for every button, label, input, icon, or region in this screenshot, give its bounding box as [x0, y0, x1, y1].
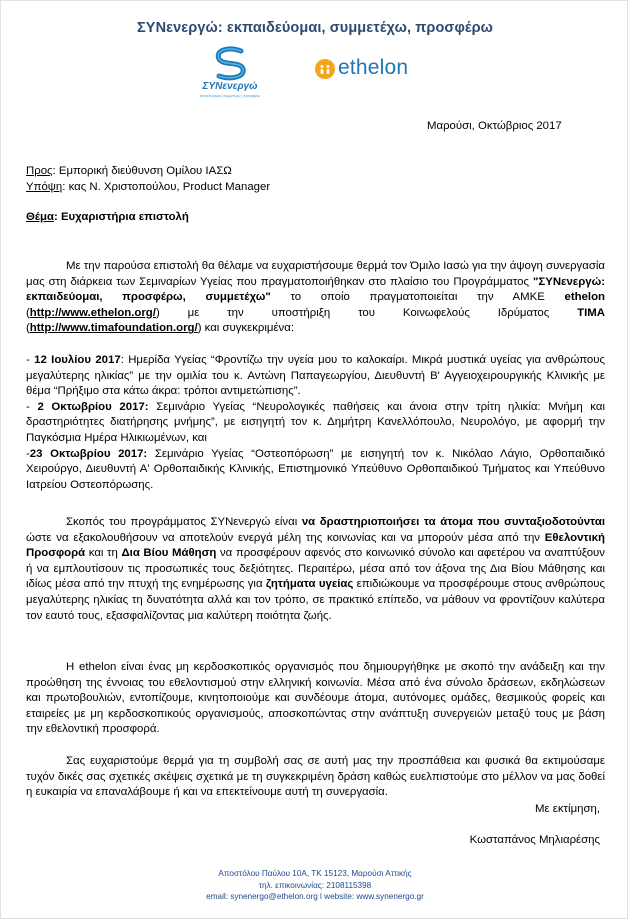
purpose-bold-2: Εθελοντική Προσφορά — [26, 531, 605, 560]
intro-text-5: ( — [26, 322, 30, 335]
ethelon-logo-name: ethelon — [338, 56, 409, 79]
intro-text-3: ( — [26, 306, 30, 319]
recipient-block — [26, 164, 270, 195]
letter-date: Μαρούσι, Οκτώβριος 2017 — [427, 120, 562, 132]
event-date: 23 Οκτωβρίου 2017: — [29, 447, 148, 460]
paragraph-intro — [26, 259, 605, 337]
ethelon-link[interactable]: http://www.ethelon.org/ — [29, 306, 156, 319]
purpose-text-4: να προσφέρουν αφενός στο κοινωνικό σύνολο και αφετέρου να αναπτύξουν ή να εμπλουτίσουν τις προσωπικές τους δεξιότητες. Περαιτέρω, μέσα από τον άξονα της Δια Βίου Μάθησης και ιδίως μέσα από την πτυχή της ενημέρωσης για — [26, 547, 605, 591]
program-name: "ΣΥΝενεργώ: εκπαιδεύομαι, προσφέρω, συμμετέχω" — [26, 275, 605, 304]
purpose-bold-1: να δραστηριοποιήσει τα άτομα που συνταξιοδοτούνται — [301, 516, 605, 528]
recipient-label: Προς — [26, 165, 53, 177]
event-dash: - — [26, 354, 35, 366]
intro-text-2: το οποίο πραγματοποιείται την ΑΜΚΕ — [270, 291, 565, 304]
tima-link[interactable]: http://www.timafoundation.org/ — [29, 322, 198, 335]
subject-label: Θέμα — [26, 211, 54, 223]
purpose-bold-3: Δια Βίου Μάθηση — [121, 547, 217, 560]
event-dash: - — [26, 447, 30, 460]
event-text: : Ημερίδα Υγείας “Φροντίζω την υγεία μου το καλοκαίρι. Μικρά μυστικά υγείας για ανθρώπους μεγαλύτερης ηλικίας” με την ομιλία του κ. Αντώνη Παπαγεωργίου, Διευθυντή Β' Αγγειοχειρουργικής Κλινικής με θέμα “Πρήξιμο στα κάτω άκρα: τρόποι αντιμετώπισης”. — [26, 354, 605, 398]
paragraph-program-purpose — [26, 515, 605, 624]
event-item — [26, 400, 605, 447]
footer — [1, 868, 628, 903]
event-item — [26, 447, 605, 494]
about-text: Η ethelon είναι ένας μη κερδοσκοπικός οργανισμός που δημιουργήθηκε με σκοπό την ανάδειξη και την προώθηση της έννοιας του εθελοντισμού στην ελληνική κοινωνία. Μέσα από ένα σύνολο δράσεων, εκδηλώσεων και πρωτοβουλιών, εντοπίζουμε, κινητοποιούμε και συνδέουμε άτομα, αυτόνομες ομάδες, θεσμικούς φορείς και εταιρείες με μη κερδοσκοπικούς οργανισμούς, αποσκοπώντας στην ανάπτυξη συνεργειών μεταξύ τους με βάση την εθελοντική προσφορά. — [26, 661, 605, 736]
paragraph-events — [26, 353, 605, 493]
purpose-text-5: επιδιώκουμε να προσφέρουμε στους ανθρώπους μεγαλύτερης ηλικίας τη δυνατότητα αλλά και τον τρόπο, σε πρακτικό επίπεδο, να μάθουν να φροντίζουν καλύτερα τον εαυτό τους, εξασφαλίζοντας μια καλύτερη ποιότητα ζωής. — [26, 578, 605, 622]
paragraph-thanks — [26, 754, 605, 801]
recipient-value: : Εμπορική διεύθυνση Ομίλου ΙΑΣΩ — [52, 165, 232, 177]
intro-text-4: ) με την υποστήριξη του Κοινωφελούς Ιδρύματος — [155, 306, 578, 319]
attention-value: : κας Ν. Χριστοπούλου, Product Manager — [62, 180, 271, 193]
event-date: 2 Οκτωβρίου 2017: — [37, 400, 149, 413]
purpose-bold-4: ζητήματα υγείας — [265, 578, 354, 591]
recipient-line — [26, 164, 270, 180]
synenergo-s-icon — [197, 45, 263, 81]
intro-text-6: ) και συγκεκριμένα: — [197, 322, 295, 335]
footer-phone: τηλ. επικοινωνίας: 2108115398 — [258, 880, 372, 890]
signature-name: Κωσταπάνος Μηλιαρέσης — [469, 834, 600, 846]
synenergo-logo-name: ΣΥΝενεργώ — [202, 81, 258, 92]
purpose-text-1: Σκοπός του προγράμματος ΣΥΝενεργώ είναι — [66, 516, 302, 528]
closing: Με εκτίμηση, — [535, 803, 600, 815]
attention-label: Υπόψη — [26, 180, 63, 193]
thanks-text: Σας ευχαριστούμε θερμά για τη συμβολή σας σε αυτή μας την προσπάθεια και φυσικά θα εκτιμούσαμε τυχόν δικές σας σχετικές σκέψεις σχετικά με τη συγκεκριμένη δράση καθώς ευελπιστούμε στο μέλλον να μας δοθεί η ευκαιρία να επαναλάβουμε ή και να επεκτείνουμε αυτή τη συνεργασία. — [26, 755, 605, 799]
footer-contact: email: synenergo@ethelon.org l website: www.synenergo.gr — [206, 892, 424, 901]
event-dash: - — [26, 400, 38, 413]
subject-value: : Ευχαριστήρια επιστολή — [53, 211, 189, 223]
purpose-text-3: και τη — [85, 547, 122, 560]
org-name-tima: ΤΙΜΑ — [577, 306, 605, 319]
event-date: 12 Ιουλίου 2017 — [34, 354, 121, 366]
org-name-ethelon: ethelon — [564, 291, 606, 304]
subject-line — [26, 210, 189, 226]
purpose-text-2: ώστε να εξακολουθήσουν να αποτελούν ενεργά μέλη της κοινωνίας και να μπορούν μέσα από την — [26, 531, 545, 544]
ethelon-mark-icon — [315, 59, 335, 79]
event-text: Σεμινάριο Υγείας “Νευρολογικές παθήσεις και άνοια στην τρίτη ηλικία: Μνήμη και δραστηριότητες διατήρησης μνήμης”, με εισηγητή τον κ. Δημήτρη Κανελλόπουλο, Νευρολόγο, με αφορμή την Παγκόσμια Ημέρα Ηλικιωμένων, και — [26, 400, 605, 444]
synenergo-logo — [197, 45, 263, 101]
event-text: Σεμινάριο Υγείας “Οστεοπόρωση” με εισηγητή τον κ. Νικόλαο Λάγιο, Ορθοπαιδικό Χειρούργο, Διευθυντή Α' Ορθοπαιδικής Κλινικής, Επιστημονικό Υπεύθυνο Ορθοπαιδικού Τμήματος και Υπεύθυνο Ιατρείου Οστεοπόρωσης. — [26, 447, 606, 491]
footer-address: Αποστόλου Παύλου 10Α, ΤΚ 15123, Μαρούσι Αττικής — [218, 869, 412, 878]
event-item — [26, 353, 605, 400]
attention-line — [26, 180, 270, 196]
intro-text-1: Με την παρούσα επιστολή θα θέλαμε να ευχαριστήσουμε θερμά τον Όμιλο Ιασώ για την άψογη συνεργασία μας στη διάρκεια των Σεμιναρίων Υγείας που πραγματοποιήθηκαν στο πλαίσιο του Προγράμματος — [26, 260, 605, 288]
program-title: ΣΥΝενεργώ: εκπαιδεύομαι, συμμετέχω, προσφέρω — [137, 20, 493, 36]
synenergo-logo-tagline: εκπαιδεύομαι | συμμετέχω | προσφέρω — [199, 94, 261, 98]
paragraph-about-ethelon — [26, 660, 605, 738]
